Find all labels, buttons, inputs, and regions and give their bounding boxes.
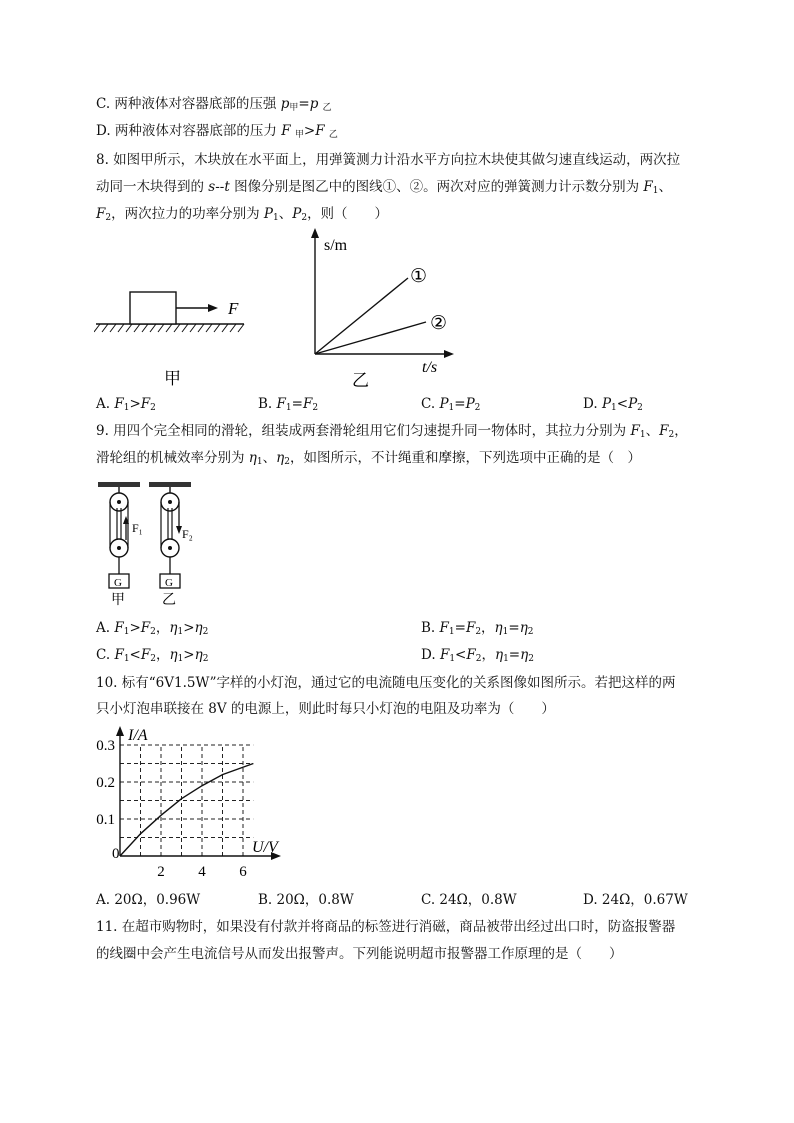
- q8-caption-yi: 乙: [352, 371, 369, 390]
- q8-d-r: P: [628, 396, 638, 412]
- q8-c-op: =: [454, 396, 466, 412]
- q8-ground-hatch: [94, 324, 244, 332]
- q8-b-r: F: [302, 396, 313, 412]
- q9-b-e2-sub: 2: [527, 627, 534, 637]
- q8-c-l: P: [439, 396, 449, 412]
- q8-var-p1: P: [263, 206, 273, 222]
- q8-sub-p2: 2: [301, 213, 308, 223]
- q9-b-fop: =: [454, 620, 466, 636]
- q7-d-var1: F: [281, 123, 291, 139]
- q10-origin-label: 0: [112, 846, 120, 862]
- q7-option-d-text: D. 两种液体对容器底部的压力: [96, 123, 277, 139]
- q9-ceiling-jia: [98, 482, 140, 487]
- q8-b-label: B.: [258, 396, 273, 412]
- q9-c-e2: η: [194, 647, 203, 663]
- q7-option-c-text: C. 两种液体对容器底部的压强: [96, 96, 277, 112]
- q7-d-var2: F: [315, 123, 325, 139]
- q9-d-e2: η: [520, 647, 529, 663]
- q10-iu-curve: [120, 764, 253, 857]
- q8-sub-2: 2: [105, 213, 112, 223]
- q9-d-e2-sub: 2: [528, 654, 534, 664]
- q8-line-1: [315, 278, 408, 354]
- q9-line2-a: 滑轮组的机械效率分别为: [96, 450, 245, 466]
- q9-option-b[interactable]: B. $F_1=F_2$，$\eta_1=\eta_2$: [421, 620, 534, 637]
- q9-c-f2: F: [140, 647, 151, 663]
- q9-var-f1: F: [630, 423, 640, 439]
- q9-b-f2-sub: 2: [475, 627, 482, 637]
- q8-stem-line3: [96, 205, 388, 223]
- q8-c-label: C.: [421, 396, 436, 412]
- q7-c-op: =: [298, 96, 310, 112]
- q7-d-sub2: 乙: [328, 130, 338, 140]
- q10-x-tick-4: 4: [198, 864, 206, 880]
- q8-option-b[interactable]: [258, 395, 318, 413]
- q8-line2-a: 动同一木块得到的: [96, 179, 204, 195]
- q11-stem-line1: 11. 在超市购物时，如果没有付款并将商品的标签进行消磁，商品被带出经过出口时，防盗报警器: [96, 919, 676, 935]
- q9-option-a[interactable]: A. $F_1>F_2$，$\eta_1>\eta_2$: [96, 620, 209, 637]
- q9-b-label: B.: [421, 620, 436, 636]
- q9-stem-line2: [96, 449, 641, 467]
- q8-line3-a: ，两次拉力的功率分别为: [111, 206, 260, 222]
- q9-sep1: 、: [645, 423, 660, 439]
- q9-c-f2-sub: 2: [150, 654, 156, 664]
- q8-a-label: A.: [96, 396, 111, 412]
- q8-stem-line1: 8. 如图甲所示，木块放在水平面上，用弹簧测力计沿水平方向拉木块使其做匀速直线运动，两次拉: [96, 152, 681, 168]
- q9-d-f2-sub: 2: [475, 654, 482, 664]
- q7-option-d[interactable]: [96, 122, 338, 140]
- q9-line1-text: 9. 用四个完全相同的滑轮，组装成两套滑轮组用它们匀速提升同一物体时，其拉力分别为: [96, 423, 627, 439]
- q10-stem-line1: 10. 标有“6V1.5W”字样的小灯泡，通过它的电流随电压变化的关系图像如图所示。若把这样的两: [96, 675, 676, 691]
- q8-d-ls: 1: [611, 403, 617, 413]
- q8-b-l: F: [276, 396, 286, 412]
- q9-line2-b: ，如图所示，不计绳重和摩擦，下列选项中正确的是（ ）: [289, 450, 641, 466]
- q8-b-rs: 2: [312, 403, 319, 413]
- q10-stem-line2: 只小灯泡串联接在 8V 的电源上，则此时每只小灯泡的电阻及功率为（ ）: [96, 701, 555, 717]
- q8-figure-yi: [300, 226, 470, 392]
- q7-c-sub1: 甲: [289, 103, 299, 113]
- q9-sep2: 、: [262, 450, 277, 466]
- q10-x-axis-label: U/V: [252, 839, 278, 856]
- q9-var-eta1: η: [248, 450, 257, 466]
- q9-b-f2: F: [465, 620, 476, 636]
- q8-a-ls: 1: [123, 403, 130, 413]
- q9-a-f1-sub: 1: [123, 627, 130, 637]
- q8-var-p2: P: [292, 206, 302, 222]
- q9-d-e1: η: [494, 647, 504, 663]
- q8-a-rs: 2: [150, 403, 156, 413]
- q9-sub-eta1: 1: [256, 457, 263, 467]
- q7-d-op: >: [303, 123, 316, 139]
- q8-a-l: F: [114, 396, 124, 412]
- q9-b-f1-sub: 1: [448, 627, 455, 637]
- q9-c-e1: η: [169, 647, 178, 663]
- q8-d-l: P: [601, 396, 612, 412]
- q8-a-r: F: [140, 396, 151, 412]
- q9-sub-2: 2: [668, 430, 675, 440]
- q9-end1: ，: [674, 423, 688, 439]
- q9-a-label: A.: [96, 620, 111, 636]
- q9-a-e1: η: [169, 620, 178, 636]
- q9-c-e1-sub: 1: [177, 654, 184, 664]
- q8-c-rs: 2: [474, 403, 481, 413]
- q8-sub-1: 1: [652, 186, 659, 196]
- q8-figure-jia: [94, 280, 254, 390]
- q10-x-tick-2: 2: [157, 864, 165, 880]
- q8-b-ls: 1: [285, 403, 292, 413]
- q8-force-label: F: [228, 299, 239, 318]
- q8-option-d[interactable]: [583, 395, 643, 413]
- q9-a-f2-sub: 2: [150, 627, 156, 637]
- q8-sub-p1: 1: [273, 213, 279, 223]
- q9-d-f1: F: [439, 647, 450, 663]
- q9-a-e2-sub: 2: [202, 627, 209, 637]
- q8-var-f1: F: [643, 179, 653, 195]
- q9-a-e1-sub: 1: [177, 627, 184, 637]
- q9-d-eop: =: [508, 647, 521, 663]
- q10-x-tick-6: 6: [239, 864, 247, 880]
- q8-line-1-label: ①: [410, 266, 428, 287]
- q7-c-var2: p: [309, 96, 319, 112]
- q9-d-label: D.: [421, 647, 436, 663]
- q9-var-f2: F: [659, 423, 669, 439]
- q7-c-sub2: 乙: [322, 103, 332, 113]
- q9-f2-label: F₂: [182, 527, 193, 541]
- q9-b-e2: η: [519, 620, 528, 636]
- q8-d-label: D.: [583, 396, 598, 412]
- q9-a-fop: >: [129, 620, 141, 636]
- q8-var-t: t: [224, 179, 230, 195]
- q9-b-f1: F: [439, 620, 449, 636]
- q10-y-arrowhead: [116, 726, 124, 736]
- q9-pulley-figure: [96, 480, 206, 608]
- q9-a-eop: >: [183, 620, 195, 636]
- q9-b-e1-sub: 1: [502, 627, 509, 637]
- q9-ceiling-yi: [149, 482, 191, 487]
- q10-option-a[interactable]: A. 20Ω，0.96W: [96, 892, 201, 908]
- q8-y-arrowhead: [311, 228, 319, 238]
- q8-c-ls: 1: [448, 403, 455, 413]
- q10-y-tick-0-2: 0.2: [96, 775, 115, 791]
- q8-var-s: s: [208, 179, 216, 195]
- q9-c-eop: >: [183, 647, 195, 663]
- q7-c-var1: p: [280, 96, 290, 112]
- q10-option-d[interactable]: D. 24Ω，0.67W: [583, 892, 688, 908]
- q10-option-c[interactable]: C. 24Ω，0.8W: [421, 892, 517, 908]
- q9-c-fop: <: [129, 647, 141, 663]
- q9-b-eop: =: [508, 620, 520, 636]
- q9-a-f1: F: [114, 620, 124, 636]
- q10-grid: [120, 745, 253, 856]
- q8-y-axis-label: s/m: [324, 237, 348, 254]
- q8-line2-b: 图像分别是图乙中的图线①、②。两次对应的弹簧测力计示数分别为: [234, 179, 640, 195]
- q8-caption-jia: 甲: [164, 369, 181, 388]
- q9-caption-jia: 甲: [111, 593, 125, 608]
- q9-d-f2: F: [466, 647, 476, 663]
- q9-a-f2: F: [140, 620, 151, 636]
- q8-var-f2: F: [96, 206, 106, 222]
- q9-stem-line1: [96, 422, 688, 440]
- q8-line-2: [315, 322, 426, 354]
- q7-d-sub1: 甲: [294, 130, 304, 140]
- q8-x-axis-label: t/s: [422, 359, 438, 376]
- q9-option-d[interactable]: D. $F_1<F_2$，$\eta_1=\eta_2$: [421, 647, 534, 664]
- q9-a-e2: η: [194, 620, 203, 636]
- q8-b-op: =: [291, 396, 303, 412]
- q9-c-f1-sub: 1: [123, 654, 130, 664]
- q9-weight-yi-label: G: [165, 577, 173, 589]
- q9-var-eta2: η: [276, 450, 285, 466]
- q7-option-c[interactable]: [96, 95, 332, 113]
- q10-y-axis-label: I/A: [128, 727, 148, 744]
- q8-stem-line2: [96, 178, 672, 196]
- q8-wood-block: [130, 292, 176, 324]
- q9-d-fop: <: [455, 647, 467, 663]
- q10-iu-chart: [90, 722, 300, 884]
- q9-c-f1: F: [114, 647, 124, 663]
- q8-d-rs: 2: [637, 403, 643, 413]
- q10-y-tick-0-1: 0.1: [96, 812, 115, 828]
- q8-line3-b: ，则（ ）: [307, 206, 389, 222]
- q9-d-f1-sub: 1: [449, 654, 456, 664]
- q8-a-op: >: [129, 396, 141, 412]
- q9-sub-1: 1: [639, 430, 646, 440]
- q8-dash: --: [215, 179, 225, 195]
- q8-arrowhead: [208, 304, 218, 312]
- q10-y-tick-0-3: 0.3: [96, 738, 115, 754]
- q8-option-c[interactable]: [421, 395, 480, 413]
- q8-sep2: 、: [278, 206, 293, 222]
- q8-x-arrowhead: [444, 350, 454, 358]
- q9-c-label: C.: [96, 647, 111, 663]
- q8-option-a[interactable]: [96, 395, 156, 413]
- q9-c-e2-sub: 2: [202, 654, 209, 664]
- q8-sep1: 、: [658, 179, 672, 195]
- q9-f1-label: F₁: [132, 521, 143, 535]
- q11-stem-line2: 的线圈中会产生电流信号从而发出报警声。下列能说明超市报警器工作原理的是（ ）: [96, 946, 623, 962]
- q9-d-e1-sub: 1: [503, 654, 509, 664]
- q9-b-e1: η: [494, 620, 503, 636]
- q10-option-b[interactable]: B. 20Ω，0.8W: [258, 892, 354, 908]
- q9-caption-yi: 乙: [162, 593, 176, 608]
- q8-line-2-label: ②: [430, 313, 448, 334]
- q9-weight-jia-label: G: [114, 577, 122, 589]
- q8-d-op: <: [616, 396, 629, 412]
- q9-sub-eta2: 2: [284, 457, 290, 467]
- q9-option-c[interactable]: C. $F_1<F_2$，$\eta_1>\eta_2$: [96, 647, 209, 664]
- q8-c-r: P: [465, 396, 475, 412]
